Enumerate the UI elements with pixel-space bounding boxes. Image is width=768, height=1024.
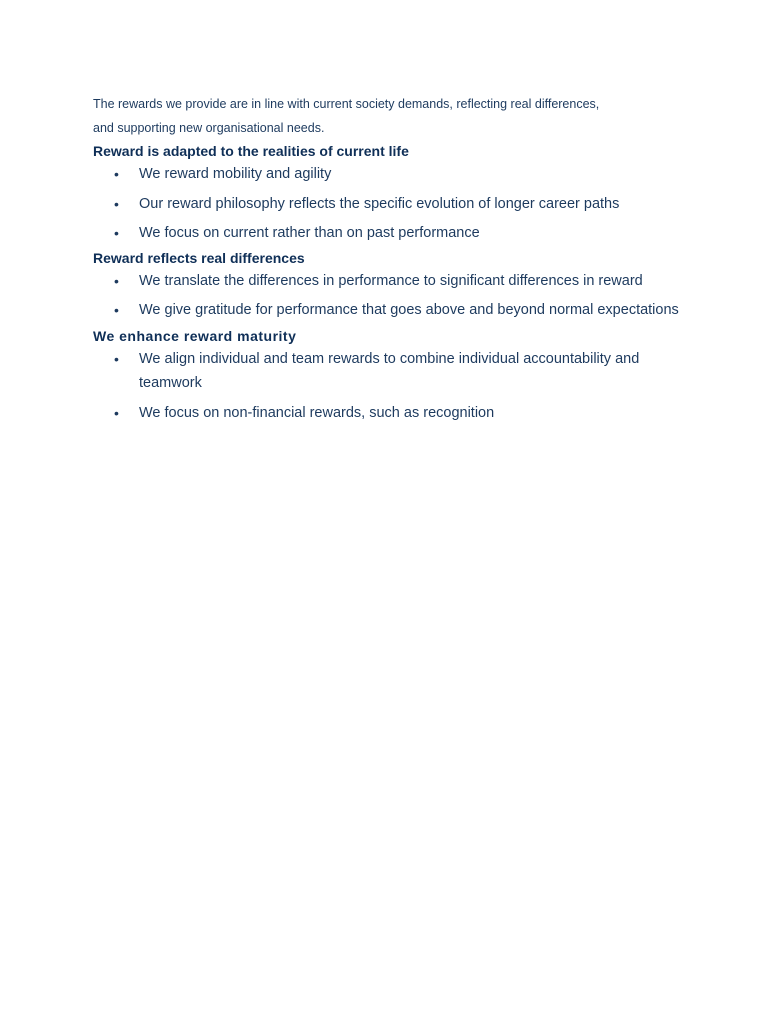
list-item-text: We focus on current rather than on past performance [139, 225, 480, 241]
list-item-text: We give gratitude for performance that goes above and beyond normal expectations [139, 302, 679, 318]
section-heading-differences: Reward reflects real differences [93, 249, 305, 266]
bullet-list-adapted [93, 162, 693, 246]
list-item-text: We align individual and team rewards to combine individual accountability and teamwork [139, 350, 640, 391]
list-item [93, 269, 693, 294]
bullet-icon: • [114, 195, 119, 212]
list-item [93, 192, 693, 217]
bullet-icon: • [114, 302, 119, 318]
list-item-text: We focus on non-financial rewards, such as recognition [139, 404, 495, 421]
list-item [93, 347, 693, 396]
intro-line-2: and supporting new organisational needs. [93, 121, 325, 135]
bullet-icon: • [114, 272, 119, 289]
bullet-icon: • [114, 166, 119, 182]
section-heading-adapted: Reward is adapted to the realities of current life [93, 143, 409, 159]
bullet-list-differences [93, 269, 693, 323]
intro-line-1: The rewards we provide are in line with current society demands, reflecting real differences, [93, 97, 600, 111]
bullet-icon: • [114, 225, 119, 241]
list-item [93, 298, 693, 323]
bullet-list-maturity [93, 347, 693, 426]
list-item [93, 401, 693, 426]
bullet-icon: • [114, 404, 119, 421]
list-item [93, 221, 693, 246]
section-heading-maturity: We enhance reward maturity [93, 327, 297, 344]
bullet-icon: • [114, 350, 119, 367]
list-item-text: We translate the differences in performance to significant differences in reward [139, 272, 643, 289]
list-item-text: Our reward philosophy reflects the specific evolution of longer career paths [139, 195, 620, 212]
intro-paragraph [93, 92, 693, 140]
list-item [93, 162, 693, 187]
list-item-text: We reward mobility and agility [139, 166, 332, 182]
document-page [93, 92, 693, 425]
